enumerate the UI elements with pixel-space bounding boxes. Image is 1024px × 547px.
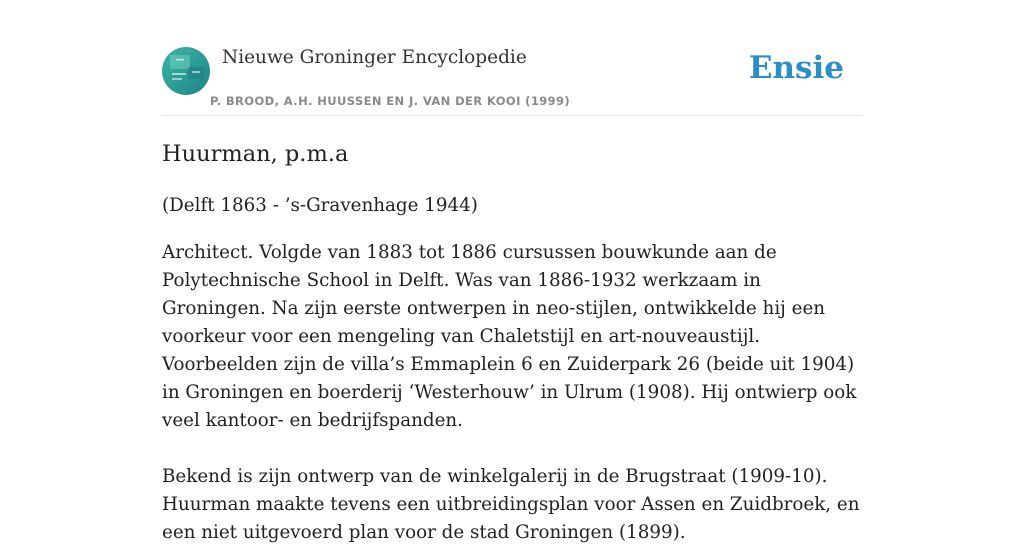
source-header — [162, 44, 862, 116]
ensie-logo-link[interactable]: Ensie — [748, 50, 844, 86]
article-title: Huurman, p.m.a — [162, 141, 349, 167]
article — [162, 136, 862, 547]
encyclopedia-title[interactable]: Nieuwe Groninger Encyclopedie — [222, 47, 527, 68]
authors-line: P. BROOD, A.H. HUUSSEN EN J. VAN DER KOOI (1999) — [210, 94, 571, 108]
book-cover-icon[interactable] — [162, 47, 210, 95]
article-paragraph-1: Architect. Volgde van 1883 tot 1886 cursussen bouwkunde aan de Polytechnische School in Delft. Was van 1886-1932 werkzaam in Groningen. Na zijn eerste ontwerpen in neo-stijlen, ontwikkelde hij een voorkeur voor een mengeling van Chaletstijl en art-nouveaustijl. Voorbeelden zijn de villa’s Emmaplein 6 en Zuiderpark 26 (beide uit 1904) in Groningen en boerderij ‘Westerhouw’ in Ulrum (1908). Hij ontwierp ook veel kantoor- en bedrijfspanden. — [162, 242, 857, 431]
article-paragraph-2: Bekend is zijn ontwerp van de winkelgalerij in de Brugstraat (1909-10). Huurman maakte tevens een uitbreidingsplan voor Assen en Zuidbroek, en een niet uitgevoerd plan voor de stad Groningen (1899). — [162, 466, 860, 543]
life-dates: (Delft 1863 - ’s-Gravenhage 1944) — [162, 195, 478, 216]
